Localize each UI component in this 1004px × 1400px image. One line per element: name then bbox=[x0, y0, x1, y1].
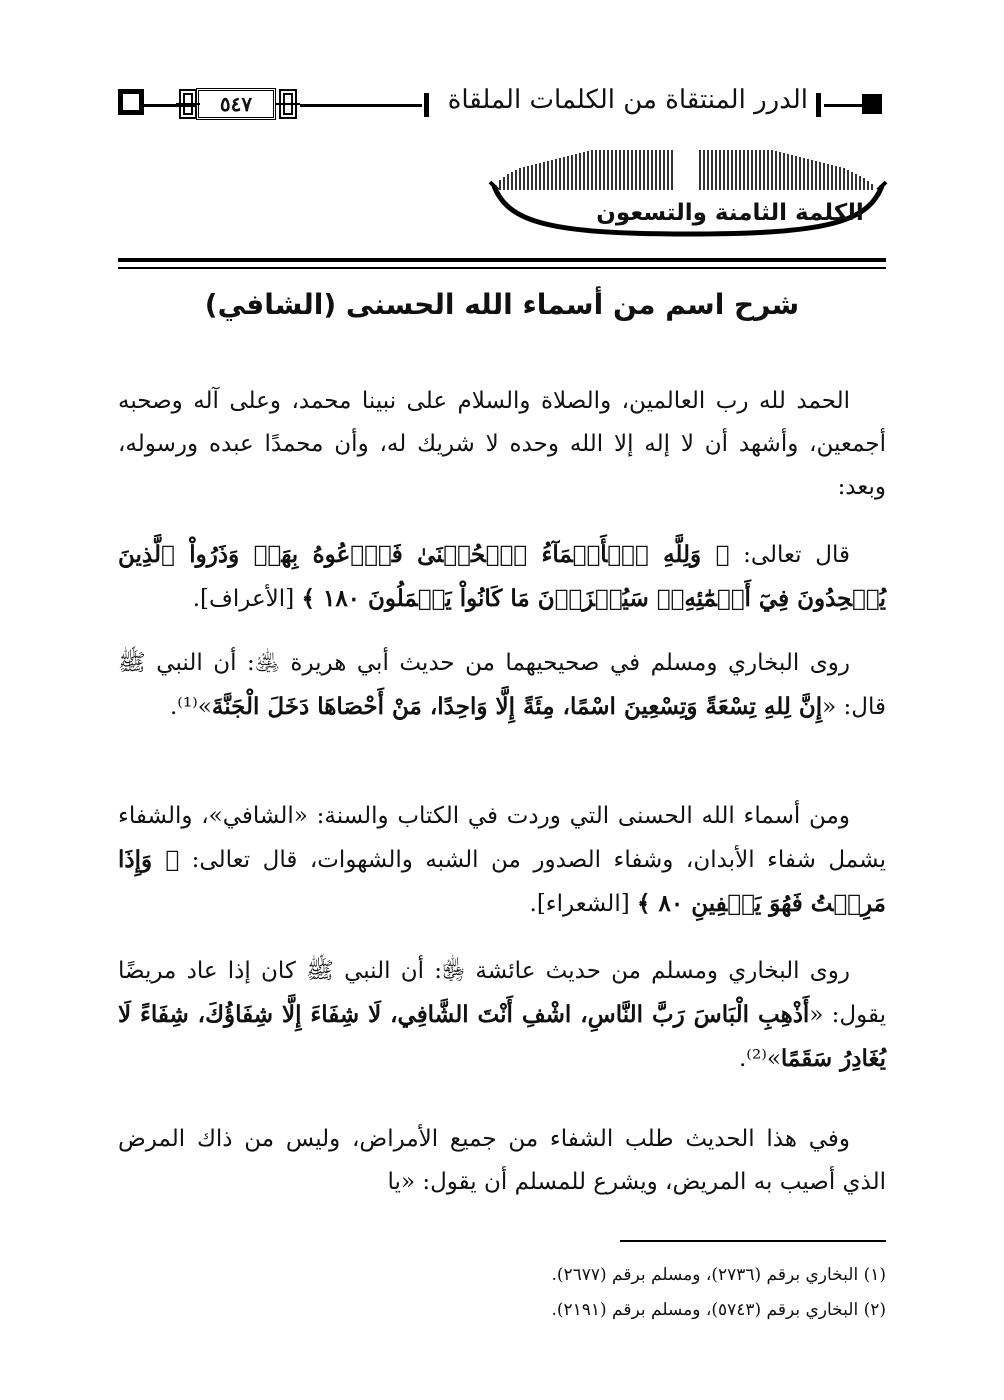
paragraph-hadith-aisha bbox=[118, 950, 886, 1081]
knot-ornament-icon bbox=[276, 84, 300, 124]
paragraph-closing bbox=[118, 1118, 886, 1204]
paragraph-text: ومن أسماء الله الحسنى التي وردت في الكتاب والسنة: «الشافي»، والشفاء يشمل شفاء الأبدان، وشفاء الصدور من الشبه والشهوات، قال تعالى: bbox=[118, 803, 886, 873]
page-number: ٥٤٧ bbox=[196, 88, 276, 120]
footnote-ref: »⁽¹⁾. bbox=[169, 694, 212, 720]
hadith-intro: روى البخاري ومسلم من حديث عائشة ﵂: أن النبي ﷺ كان إذا عاد مريضًا يقول: « bbox=[118, 958, 886, 1028]
header-rule-right bbox=[824, 104, 862, 107]
verse-intro: قال تعالى: bbox=[729, 542, 850, 568]
paragraph-quran-araf bbox=[118, 533, 886, 621]
header-bar-ornament bbox=[816, 93, 821, 117]
header-square-solid-right bbox=[862, 94, 882, 114]
hadith-text: إِنَّ لِلهِ تِسْعَةً وَتِسْعِينَ اسْمًا، مِئَةً إِلَّا وَاحِدًا، مَنْ أَحْصَاهَا دَخَلَ الْجَنَّةَ bbox=[211, 693, 823, 720]
header-bar-ornament bbox=[424, 93, 429, 117]
chapter-label: الكلمة الثامنة والتسعون bbox=[596, 200, 864, 226]
quran-verse: ﴿ وَلِلَّهِ ٱلۡأَسۡمَآءُ ٱلۡحُسۡنَىٰ فَٱدۡعُوهُ بِهَاۖ وَذَرُواْ ٱلَّذِينَ يُلۡحِدُونَ فِيٓ أَسۡمَٰٓئِهِۦۚ سَيُجۡزَوۡنَ مَا كَانُواْ يَعۡمَلُونَ ١٨٠ ﴾ bbox=[118, 541, 886, 612]
header-rule-thin bbox=[118, 267, 886, 269]
paragraph-text: الحمد لله رب العالمين، والصلاة والسلام على نبينا محمد، وعلى آله وصحبه أجمعين، وأشهد أن لا إله إلا الله وحده لا شريك له، وأن محمدًا عبده ورسوله، وبعد: bbox=[118, 388, 886, 500]
paragraph-hadith-abu-hurayra bbox=[118, 642, 886, 729]
verse-source: [الأعراف]. bbox=[192, 586, 302, 612]
footnote-2: (٢) البخاري برقم (٥٧٤٣)، ومسلم برقم (٢١٩١). bbox=[551, 1300, 886, 1320]
quran-verse: ﴿ وَإِذَا مَرِضۡتُ فَهُوَ يَشۡفِينِ ٨٠ ﴾ bbox=[118, 846, 886, 917]
header-square-ornament-left bbox=[118, 89, 144, 115]
hadith-intro: روى البخاري ومسلم في صحيحيهما من حديث أبي هريرة ﵁: أن النبي ﷺ قال: « bbox=[118, 650, 886, 720]
paragraph-opening bbox=[118, 380, 886, 509]
footnote-1: (١) البخاري برقم (٢٧٣٦)، ومسلم برقم (٢٦٧٧). bbox=[551, 1265, 886, 1285]
header-rule-middle bbox=[300, 104, 422, 107]
hadith-text: أَذْهِبِ الْبَاسَ رَبَّ النَّاسِ، اشْفِ أَنْتَ الشَّافِي، لَا شِفَاءَ إِلَّا شِفَاؤُكَ، شِفَاءً لَا يُغَادِرُ سَقَمًا bbox=[118, 1001, 886, 1072]
verse-source: [الشعراء]. bbox=[529, 891, 637, 917]
book-title: الدرر المنتقاة من الكلمات الملقاة bbox=[447, 85, 808, 115]
footnote-ref: »⁽²⁾. bbox=[738, 1046, 781, 1072]
header-rule-thick bbox=[118, 258, 886, 262]
footnote-rule bbox=[620, 1240, 886, 1242]
section-title: شرح اسم من أسماء الله الحسنى (الشافي) bbox=[204, 288, 800, 321]
paragraph-al-shafi bbox=[118, 795, 886, 926]
paragraph-text: وفي هذا الحديث طلب الشفاء من جميع الأمراض، وليس من ذاك المرض الذي أصيب به المريض، ويشرع للمسلم أن يقول: «يا bbox=[118, 1126, 886, 1195]
